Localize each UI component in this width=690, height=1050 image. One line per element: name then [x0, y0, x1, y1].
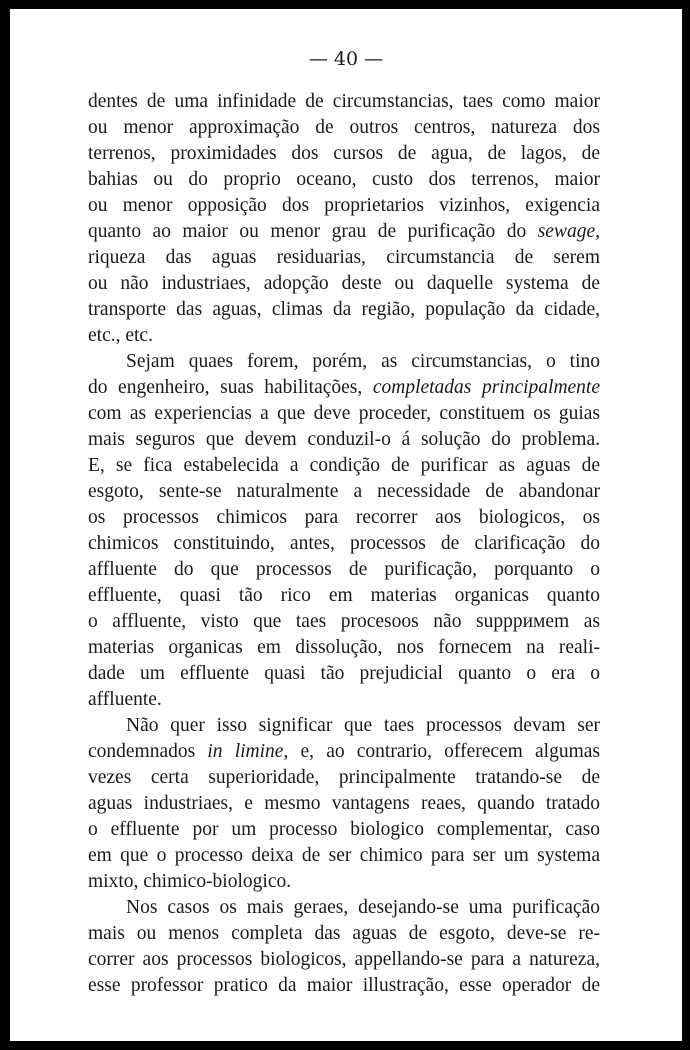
text-line: ou menor approximação de outros centros, natureza dos — [88, 117, 600, 138]
text-line — [88, 375, 600, 401]
text-line — [88, 739, 600, 765]
text-line: affluente. — [88, 689, 162, 710]
text-line: affluente do que processos de purificação, porquanto o — [88, 559, 600, 580]
text-line: ou não industriaes, adopção deste ou daquelle systema de — [88, 273, 600, 294]
text-line: bahias ou do proprio oceano, custo dos terrenos, maior — [88, 169, 600, 190]
text-segment: condemnados — [88, 741, 208, 762]
italic-term: in limine — [207, 741, 284, 762]
text-line — [88, 219, 600, 245]
text-line: mais seguros que devem conduzil-o á solução do problema. — [88, 429, 600, 450]
text-line: dentes de uma infinidade de circumstancias, taes como maior — [88, 91, 600, 112]
text-line: com as experiencias a que deve proceder, constituem os guias — [88, 403, 600, 424]
text-line: esse professor pratico da maior illustração, esse operador de — [88, 975, 600, 996]
text-line: dade um effluente quasi tão prejudicial quanto o era o — [88, 663, 600, 684]
text-line: o affluente, visto que taes procesoos não suppримem as — [88, 611, 600, 632]
text-line: Sejam quaes forem, porém, as circumstancias, o tino — [126, 351, 600, 372]
text-line: correr aos processos biologicos, appellando-se para a natureza, — [88, 949, 600, 970]
text-line: aguas industriaes, e mesmo vantagens reaes, quando tratado — [88, 793, 600, 814]
text-line: Nos casos os mais geraes, desejando-se uma purificação — [126, 897, 600, 918]
page-number: — 40 — — [308, 48, 384, 70]
text-line: os processos chimicos para recorrer aos biologicos, os — [88, 507, 600, 528]
text-segment: , e, ao contrario, offerecem algumas — [283, 741, 600, 762]
body-text — [88, 89, 600, 999]
text-line: ou menor opposição dos proprietarios vizinhos, exigencia — [88, 195, 600, 216]
text-line: mais ou menos completa das aguas de esgoto, deve-se re- — [88, 923, 600, 944]
text-line: esgoto, sente-se naturalmente a necessidade de abandonar — [88, 481, 600, 502]
text-segment: quanto ao maior ou menor grau de purificação do — [88, 221, 538, 242]
text-line: effluente, quasi tão rico em materias organicas quanto — [88, 585, 600, 606]
text-line: transporte das aguas, climas da região, população da cidade, — [88, 299, 600, 320]
text-segment: , — [595, 221, 600, 242]
text-line: E, se fica estabelecida a condição de purificar as aguas de — [88, 455, 600, 476]
text-line: mixto, chimico-biologico. — [88, 871, 292, 892]
text-segment: do engenheiro, suas habilitações, — [88, 377, 373, 398]
italic-term: completadas principalmente — [372, 377, 600, 398]
text-line: o effluente por um processo biologico complementar, caso — [88, 819, 600, 840]
text-line: em que o processo deixa de ser chimico para ser um systema — [88, 845, 600, 866]
text-line: etc., etc. — [88, 325, 153, 346]
italic-term: sewage — [537, 221, 596, 242]
text-line: vezes certa superioridade, principalmente tratando-se de — [88, 767, 600, 788]
text-line: riqueza das aguas residuarias, circumstancia de serem — [88, 247, 600, 268]
text-line: Não quer isso significar que taes processos devam ser — [126, 715, 600, 736]
text-line: terrenos, proximidades dos cursos de agua, de lagos, de — [88, 143, 600, 164]
document-page — [10, 9, 682, 1041]
text-line: materias organicas em dissolução, nos fornecem na reali- — [88, 637, 600, 658]
text-line: chimicos constituindo, antes, processos de clarificação do — [88, 533, 600, 554]
